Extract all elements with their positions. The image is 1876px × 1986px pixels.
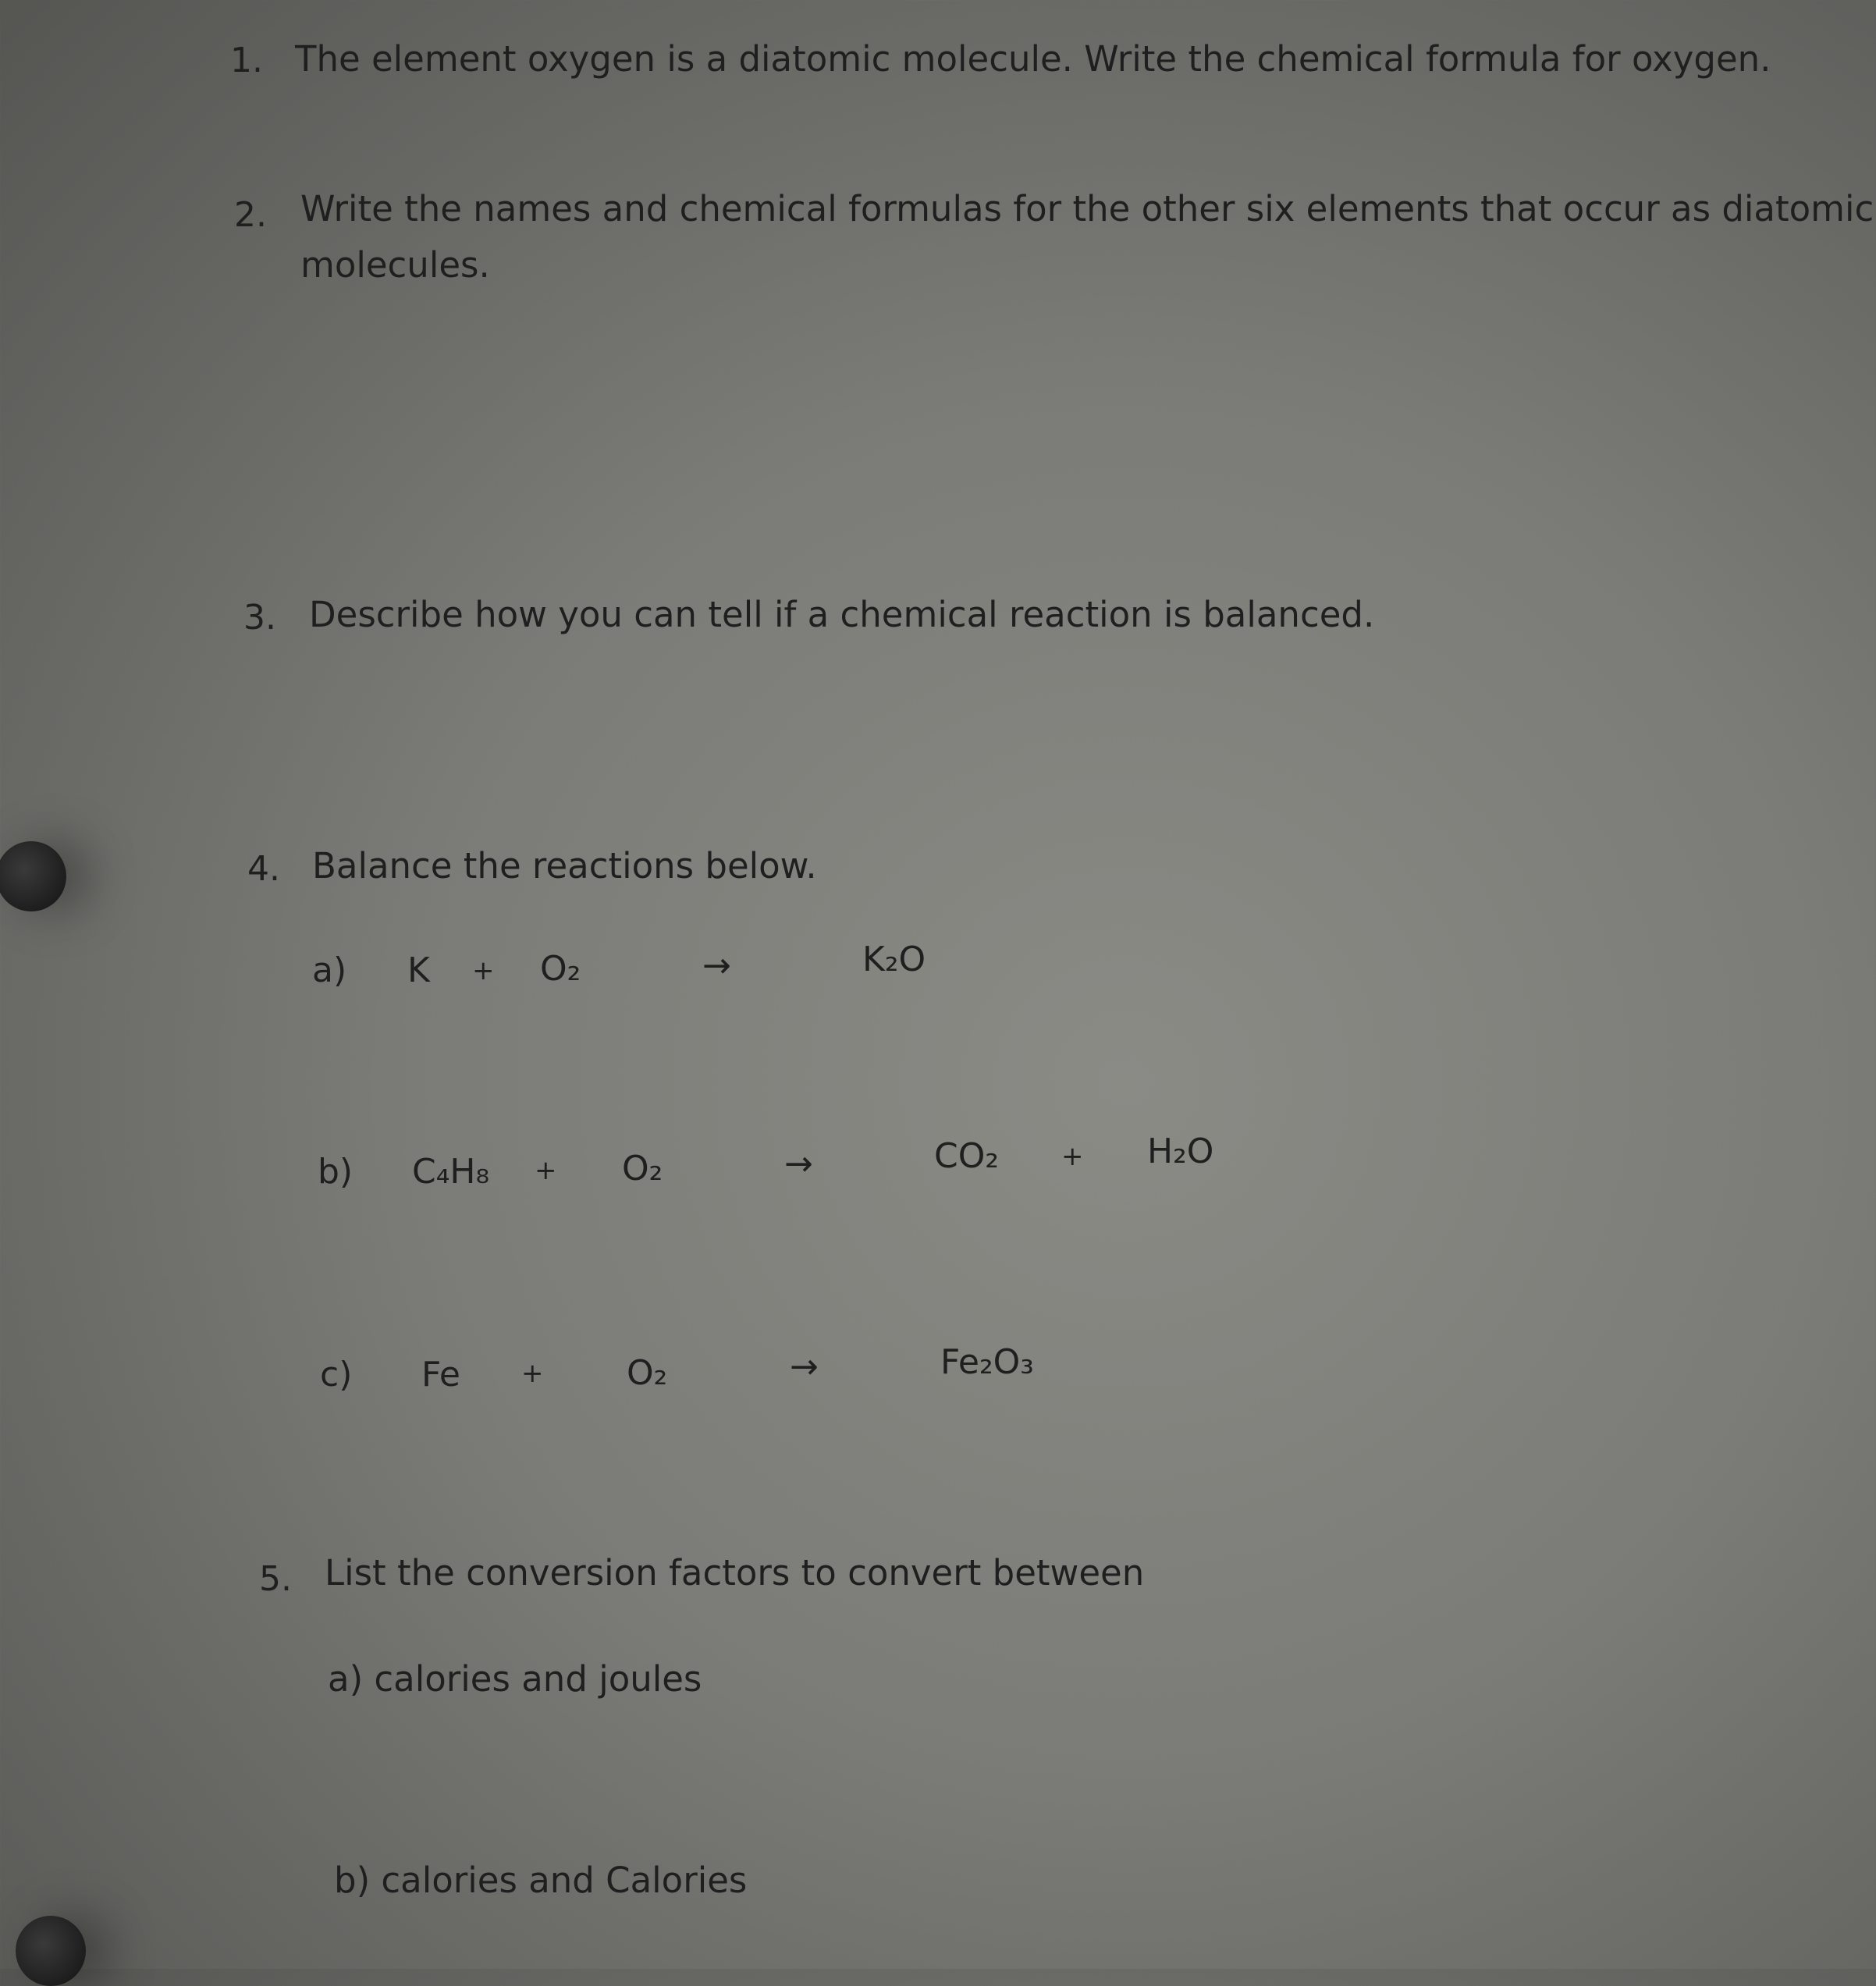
question-2-number: 2.	[234, 195, 267, 235]
binder-hole-top	[0, 841, 66, 911]
reaction-b-plus-2: +	[1061, 1141, 1084, 1172]
question-1-text: The element oxygen is a diatomic molecule. Write the chemical formula for oxygen.	[295, 38, 1771, 80]
question-4-text: Balance the reactions below.	[312, 845, 817, 886]
reaction-a-reactant-1: K	[407, 950, 430, 990]
reaction-a-arrow: →	[702, 946, 731, 986]
reaction-c-reactant-2: O₂	[627, 1353, 668, 1393]
question-5-number: 5.	[259, 1559, 292, 1599]
question-4-number: 4.	[247, 849, 280, 889]
reaction-b-product-2: H₂O	[1147, 1132, 1214, 1171]
reaction-b-reactant-2: O₂	[622, 1149, 663, 1188]
reaction-c-product-1: Fe₂O₃	[940, 1342, 1034, 1382]
reaction-b-plus: +	[535, 1155, 557, 1186]
question-2-line-2: molecules.	[300, 244, 490, 286]
question-3-number: 3.	[243, 598, 276, 638]
reaction-a-plus: +	[472, 955, 495, 986]
question-3-text: Describe how you can tell if a chemical reaction is balanced.	[309, 594, 1375, 635]
reaction-c-reactant-1: Fe	[421, 1355, 460, 1394]
reaction-b-label: b)	[318, 1152, 354, 1192]
question-5b-text: b) calories and Calories	[334, 1860, 748, 1901]
reaction-a-reactant-2: O₂	[540, 949, 581, 989]
reaction-c-plus: +	[521, 1358, 544, 1389]
reaction-a-label: a)	[312, 950, 347, 990]
question-5a-text: a) calories and joules	[328, 1658, 702, 1700]
question-5-text: List the conversion factors to convert between	[325, 1552, 1145, 1593]
reaction-b-reactant-1: C₄H₈	[412, 1152, 490, 1192]
binder-hole-bottom	[16, 1916, 86, 1986]
reaction-c-label: c)	[320, 1355, 353, 1394]
question-1-number: 1.	[230, 41, 263, 80]
reaction-c-arrow: →	[790, 1347, 819, 1387]
reaction-b-arrow: →	[784, 1144, 813, 1184]
reaction-b-product-1: CO₂	[934, 1136, 999, 1176]
question-2-line-1: Write the names and chemical formulas for the other six elements that occur as diatomic	[300, 188, 1874, 229]
reaction-a-product-1: K₂O	[862, 940, 926, 979]
